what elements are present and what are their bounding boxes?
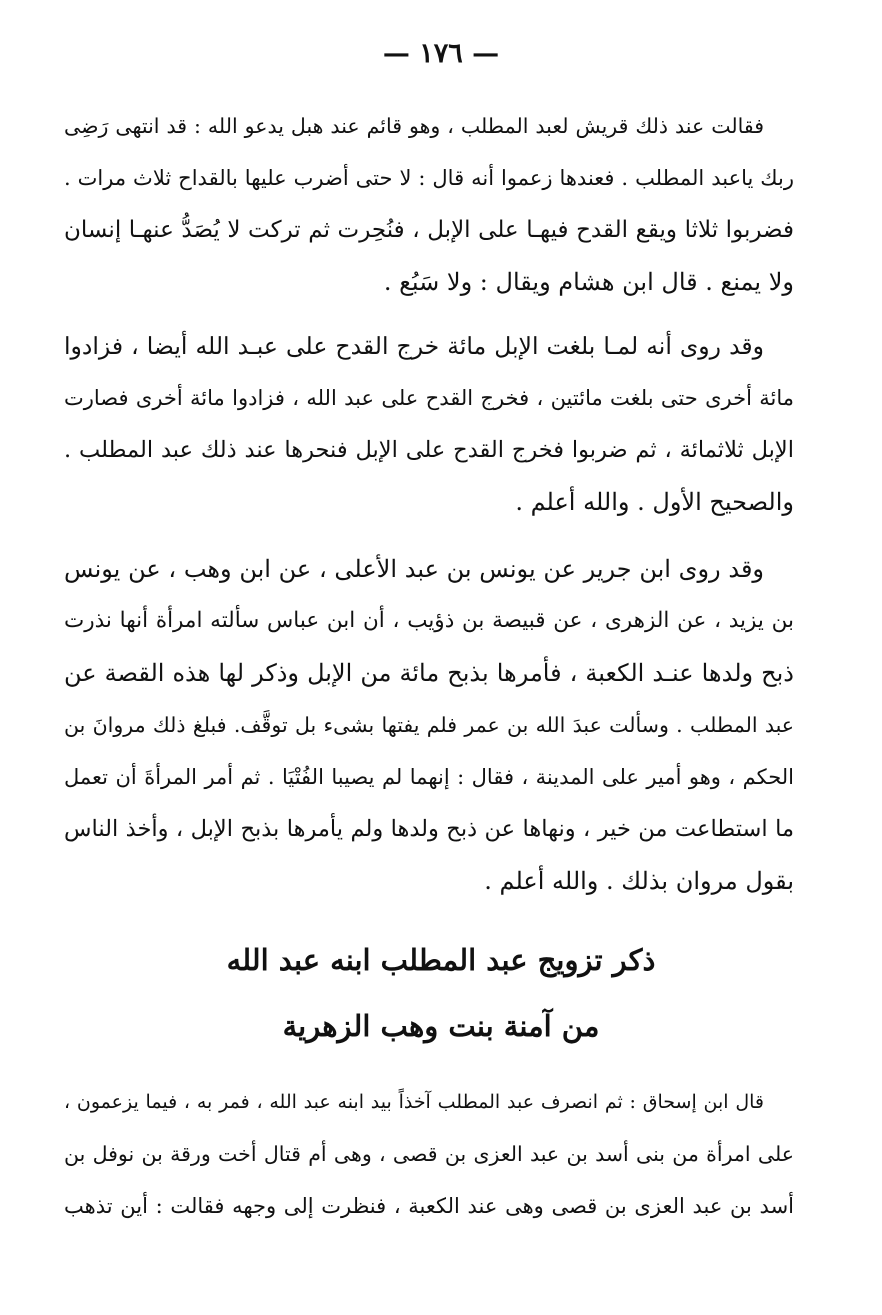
text-line: عبد المطلب . وسألت عبدَ الله بن عمر فلم يفتها بشىء بل توقَّف. فبلغ ذلك مروانَ بن (64, 713, 794, 737)
section-heading-line-1: ذكر تزويج عبد المطلب ابنه عبد الله (226, 943, 656, 977)
paragraph-4 (64, 1076, 794, 1232)
page-number: — ١٧٦ — (382, 38, 500, 69)
paragraph-1 (64, 100, 794, 308)
paragraph-2 (64, 320, 794, 528)
paragraph-3 (64, 543, 794, 907)
text-line: أسد بن عبد العزى بن قصى وهى عند الكعبة ، فنظرت إلى وجهه فقالت : أين تذهب (64, 1194, 794, 1218)
text-line: وقد روى ابن جرير عن يونس بن عبد الأعلى ، عن ابن وهب ، عن يونس (64, 555, 764, 583)
text-line: قال ابن إسحاق : ثم انصرف عبد المطلب آخذاً بيد ابنه عبد الله ، فمر به ، فيما يزعمون ، (64, 1091, 764, 1113)
text-line: بقول مروان بذلك . والله أعلم . (484, 867, 794, 895)
text-line: مائة أخرى حتى بلغت مائتين ، فخرج القدح على عبد الله ، فزادوا مائة أخرى فصارت (64, 386, 794, 410)
text-line: ما استطاعت من خير ، ونهاها عن ذبح ولدها ولم يأمرها بذبح الإبل ، وأخذ الناس (64, 816, 794, 842)
text-line: ولا يمنع . قال ابن هشام ويقال : ولا سَبُع . (383, 268, 794, 296)
text-line: فقالت عند ذلك قريش لعبد المطلب ، وهو قائم عند هبل يدعو الله : قد انتهى رَضِى (64, 114, 764, 138)
text-line: بن يزيد ، عن الزهرى ، عن قبيصة بن ذؤيب ، أن ابن عباس سألته امرأة أنها نذرت (64, 608, 794, 633)
text-line: وقد روى أنه لمـا بلغت الإبل مائة خرج القدح على عبـد الله أيضا ، فزادوا (64, 332, 764, 360)
text-line: فضربوا ثلاثا ويقع القدح فيهـا على الإبل ، فنُحِرت ثم تركت لا يُصَدُّ عنهـا إنسان (64, 217, 794, 243)
text-line: ذبح ولدها عنـد الكعبة ، فأمرها بذبح مائة من الإبل وذكر لها هذه القصة عن (64, 659, 794, 687)
text-line: الإبل ثلاثمائة ، ثم ضربوا فخرج القدح على الإبل فنحرها عند ذلك عبد المطلب . (64, 437, 794, 463)
text-line: على امرأة من بنى أسد بن عبد العزى بن قصى ، وهى أم قتال أخت ورقة بن نوفل بن (64, 1142, 794, 1166)
text-line: ربك ياعبد المطلب . فعندها زعموا أنه قال : لا حتى أضرب عليها بالقداح ثلاث مرات . (64, 166, 794, 190)
section-heading-line-2: من آمنة بنت وهب الزهرية (282, 1009, 600, 1043)
text-line: والصحيح الأول . والله أعلم . (515, 488, 794, 516)
text-line: الحكم ، وهو أمير على المدينة ، فقال : إنهما لم يصيبا الفُتْيَا . ثم أمر المرأةَ أن تعمل (64, 765, 794, 789)
